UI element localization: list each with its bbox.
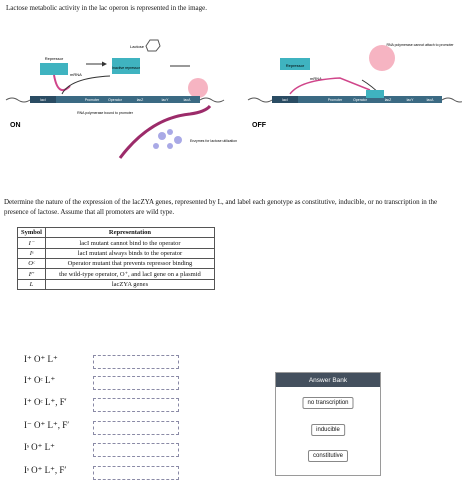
lac-operon-diagram (0, 18, 462, 168)
table-row (18, 249, 215, 259)
answer-chip-constitutive[interactable]: constitutive (308, 450, 348, 462)
lactose-molecule (146, 40, 160, 51)
svg-text:lacA: lacA (183, 98, 191, 102)
svg-text:lacZ: lacZ (136, 98, 144, 102)
off-panel (248, 43, 462, 129)
representation-cell: Operator mutant that prevents repressor binding (45, 259, 214, 269)
genotype-label: Iˢ O⁺ L⁺ (24, 442, 55, 452)
lactose-label: Lactose (130, 44, 145, 49)
representation-cell: the wild-type operator, O⁺, and lacI gene on a plasmid (45, 269, 214, 280)
inactive-repressor-label: Inactive repressor (112, 66, 140, 70)
answer-drop-slot[interactable] (93, 355, 179, 369)
mrna-label-right: mRNA (310, 76, 322, 81)
symbol-cell: L (18, 280, 46, 290)
representation-cell: lacZYA genes (45, 280, 214, 290)
on-panel (6, 40, 237, 158)
enzymes-label: Enzymes for lactose utilization (190, 139, 238, 143)
genotype-label: I⁺ Oᶜ L⁺ (24, 375, 56, 385)
symbol-cell: I⁻ (18, 238, 46, 249)
representation-header: Representation (45, 228, 214, 238)
intro-text: Lactose metabolic activity in the lac operon is represented in the image. (6, 4, 207, 12)
answer-bank-title: Answer Bank (276, 373, 380, 387)
answer-drop-slot[interactable] (93, 466, 179, 480)
symbol-cell: F′ (18, 269, 46, 280)
on-label: ON (10, 122, 21, 129)
answer-bank (275, 372, 381, 476)
genotype-label: I⁺ Oᶜ L⁺, F′ (24, 397, 67, 407)
table-row (18, 269, 215, 280)
enzymes (153, 129, 182, 149)
symbol-cell: Iˢ (18, 249, 46, 259)
symbol-table (17, 227, 215, 290)
answer-drop-slot[interactable] (93, 421, 179, 435)
mrna-label-left: mRNA (70, 72, 82, 77)
svg-text:lacI: lacI (40, 98, 46, 102)
symbol-header: Symbol (18, 228, 46, 238)
answer-chip-inducible[interactable]: inducible (311, 424, 345, 436)
genotype-label: I⁻ O⁺ L⁺, F′ (24, 420, 70, 430)
table-row (18, 259, 215, 269)
svg-text:Operator: Operator (108, 98, 122, 102)
rna-polymerase-left (188, 78, 208, 98)
repressor-label-left: Repressor (44, 56, 64, 61)
answer-drop-slot[interactable] (93, 443, 179, 457)
transcript-left (120, 106, 210, 158)
off-label: OFF (252, 122, 266, 129)
answer-drop-slot[interactable] (93, 398, 179, 412)
svg-text:lacA: lacA (426, 98, 434, 102)
repressor-label-right: Repressor (285, 63, 305, 68)
rnapol-cannot-label: RNA polymerase cannot attach to promoter (386, 43, 454, 47)
symbol-cell: Oᶜ (18, 259, 46, 269)
svg-text:lacZ: lacZ (384, 98, 392, 102)
representation-cell: lacI mutant cannot bind to the operator (45, 238, 214, 249)
svg-text:Promoter: Promoter (84, 98, 100, 102)
svg-text:Operator: Operator (353, 98, 367, 102)
svg-text:lacY: lacY (406, 98, 414, 102)
answer-drop-slot[interactable] (93, 376, 179, 390)
genotype-label: I⁺ O⁺ L⁺ (24, 354, 58, 364)
representation-cell: lacI mutant always binds to the operator (45, 249, 214, 259)
genotype-label: Iˢ O⁺ L⁺, F′ (24, 465, 67, 475)
rnapol-bound-label: RNA polymerase bound to promoter (77, 111, 133, 115)
repressor-protein (40, 63, 68, 75)
table-row (18, 280, 215, 290)
svg-text:lacY: lacY (161, 98, 169, 102)
table-row (18, 238, 215, 249)
svg-text:lacI: lacI (282, 98, 288, 102)
answer-chip-no-transcription[interactable]: no transcription (302, 397, 353, 409)
rna-polymerase-right (369, 45, 395, 71)
svg-text:Promoter: Promoter (327, 98, 343, 102)
repressor-on-operator (366, 90, 384, 98)
question-text: Determine the nature of the expression of the lacZYA genes, represented by L, and label each genotype as constitutive, inducible, or no transcription in the presence of lactose. Assume that all promoters are wild type. (4, 198, 438, 216)
